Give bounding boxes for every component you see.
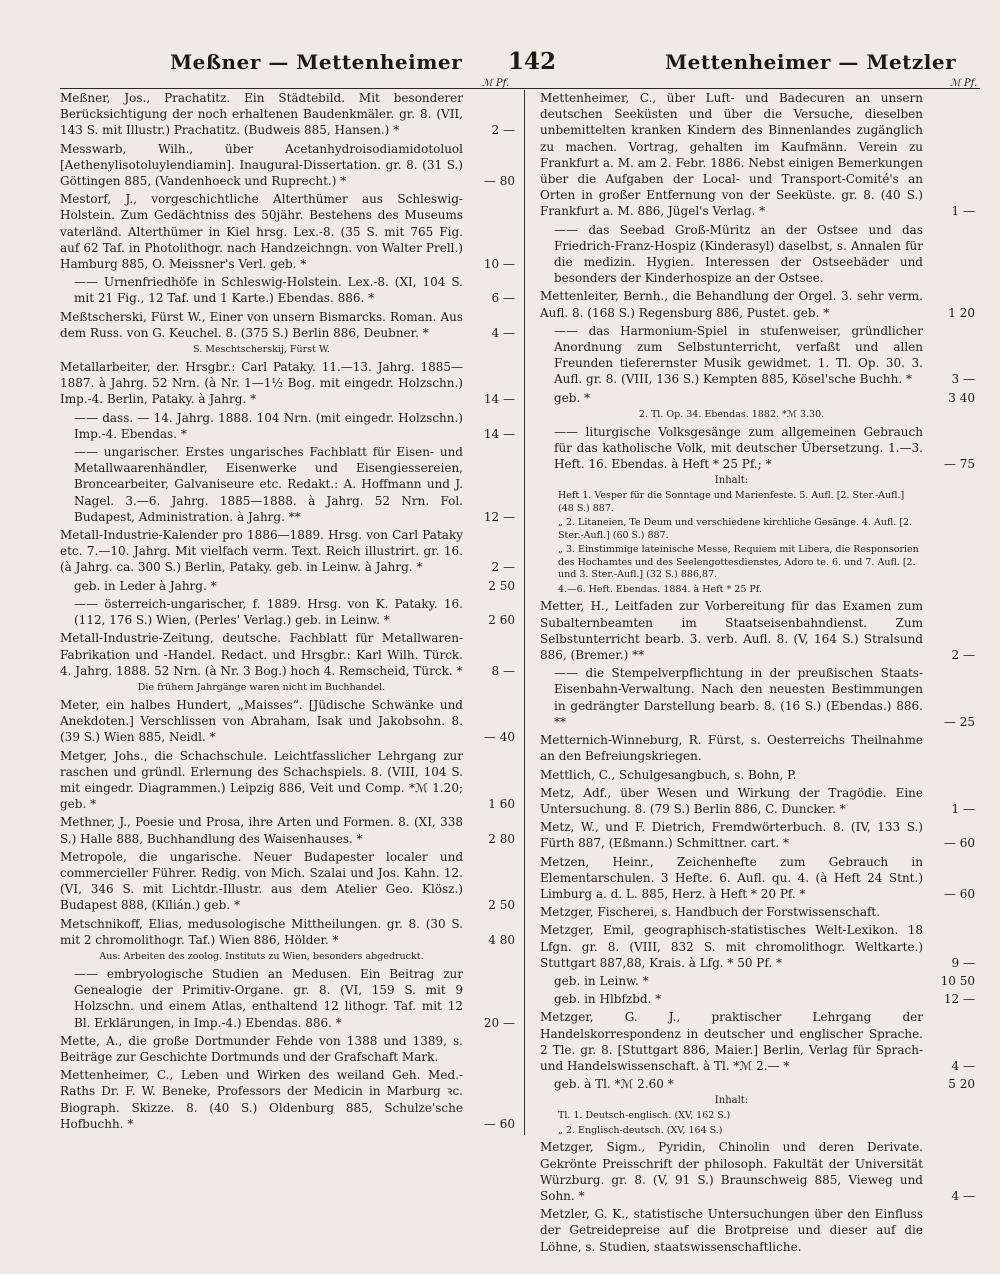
header-right-title: Mettenheimer — Metzler — [665, 50, 957, 74]
catalog-entry — [60, 849, 515, 914]
entry-text: —— österreich-ungarischer, f. 1889. Hrsg. von K. Pataky. 16. (112, 176 S.) Wien, (Perles' Verlag.) geb. in Leinw. * — [74, 596, 463, 628]
entry-price: 9 — — [951, 955, 975, 970]
entry-text: Meßner, Jos., Prachatitz. Ein Städtebild. Mit besonderer Berücksichtigung der noch erhaltenen Baudenkmäler. gr. 8. (VII, 143 S. mit Illustr.) Prachatitz. (Budweis 885, Hansen.) * — [60, 91, 463, 138]
entry-price: 14 — — [483, 392, 515, 407]
catalog-entry — [540, 922, 975, 971]
entry-price: 3 40 — [948, 390, 975, 405]
entry-price: — 80 — [483, 174, 515, 189]
entry-text: Metzger, G. J., praktischer Lehrgang der Handelskorrespondenz in deutscher und englischer Sprache. 2 Tle. gr. 8. [Stuttgart 886, Maier.] Berlin, Verlag für Sprach- und Handelswissenschaft. à Tl. *ℳ 2.— * — [540, 1010, 923, 1073]
catalog-entry — [60, 359, 515, 408]
contents-line: „ 2. Litaneien, Te Deum und verschiedene kirchliche Gesänge. 4. Aufl. [2. Ster.-Aufl.] (60 S.) 887. — [558, 517, 913, 541]
entry-text: geb. * — [554, 390, 591, 405]
entry-text: geb. in Leinw. * — [554, 973, 649, 988]
entry-text: Metallarbeiter, der. Hrsgbr.: Carl Pataky. 11.—13. Jahrg. 1885—1887. à Jahrg. 52 Nrn. (à Nr. 1—1½ Bog. mit eingedr. Holzschn.) Imp.-4. Berlin, Pataky. à Jahrg. * — [60, 360, 463, 407]
entry-price: 1 20 — [948, 305, 975, 320]
entry-price: 1 60 — [488, 797, 515, 812]
entry-price: 8 — — [491, 663, 515, 678]
price-column-label-right: ℳ Pf. — [950, 78, 978, 89]
entry-price: 1 — — [951, 204, 975, 219]
entry-note: Aus: Arbeiten des zoolog. Instituts zu Wien, besonders abgedruckt. — [99, 950, 424, 962]
column-divider — [524, 90, 525, 1135]
catalog-entry — [540, 732, 975, 764]
catalog-entry — [540, 1009, 975, 1074]
entry-text: —— embryologische Studien an Medusen. Ein Beitrag zur Genealogie der Primitiv-Organe. gr. 8. (VI, 159 S. mit 9 Holzschn. und einem Atlas, enthaltend 12 lithogr. Taf. mit 12 Bl. Erklärungen, in Imp.-4.) Ebendas. 886. * — [74, 966, 463, 1030]
catalog-entry — [60, 527, 515, 576]
header-left-title: Meßner — Mettenheimer — [170, 50, 463, 74]
entry-price: — 40 — [483, 730, 515, 745]
catalog-entry — [540, 665, 975, 730]
entry-price: 3 — — [951, 372, 975, 387]
entry-text: Methner, J., Poesie und Prosa, ihre Arten und Formen. 8. (XI, 338 S.) Halle 888, Buchhandlung des Waisenhauses. * — [60, 815, 463, 846]
entry-price: 4 — — [951, 1188, 975, 1203]
catalog-entry — [60, 191, 515, 272]
contents-line: „ 3. Einstimmige lateinische Messe, Requiem mit Libera, die Responsorien des Hochamtes und des Seelengottesdienstes, Adoro te. 6. und 7. Aufl. [2. und 3. Ster.-Aufl.] (32 S.) 886,87. — [558, 544, 919, 581]
entry-text: Messwarb, Wilh., über Acetanhydroisodiamidotoluol [Aethenylisotoluylendiamin]. Inaugural-Dissertation. gr. 8. (31 S.) Göttingen 885, (Vandenhoeck und Ruprecht.) * — [60, 141, 463, 189]
entry-text: —— das Harmonium-Spiel in stufenweiser, gründlicher Anordnung zum Selbstunterricht, verfaßt und allen Freunden tieferernster Musik gewidmet. 1. Tl. Op. 30. 3. Aufl. gr. 8. (VIII, 136 S.) Kempten 885, Kösel'sche Buchh. * — [554, 323, 923, 387]
entry-text: Mestorf, J., vorgeschichtliche Alterthümer aus Schleswig-Holstein. Zum Gedächtniss des 50jähr. Bestehens des Museums vaterländ. Alterthümer in Kiel hrsg. Lex.-8. (35 S. mit 765 Fig. auf 62 Taf. in Photolithogr. nach Handzeichngn. von Walter Prell.) Hamburg 885, O. Meissner's Verl. geb. * — [60, 192, 463, 272]
catalog-entry — [60, 814, 515, 846]
entry-price: 1 — — [951, 801, 975, 816]
entry-price: — 60 — [943, 886, 975, 901]
catalog-entry — [60, 274, 515, 306]
contents-line: Tl. 1. Deutsch-englisch. (XV, 162 S.) — [558, 1110, 731, 1122]
catalog-entry — [60, 1033, 515, 1065]
entry-price: 2 60 — [488, 613, 515, 628]
catalog-entry — [60, 578, 515, 594]
catalog-entry — [60, 141, 515, 190]
entry-price: 10 50 — [940, 973, 975, 988]
entry-price: — 60 — [483, 1116, 515, 1131]
catalog-entry — [60, 309, 515, 341]
catalog-entry — [540, 1206, 975, 1255]
catalog-entry — [60, 1067, 515, 1132]
entry-text: —— ungarischer. Erstes ungarisches Fachblatt für Eisen- und Metallwaarenhändler, Eisenwerke und Eisengiessereien, Broncearbeiter, Galvaniseure etc. Redakt.: A. Hoffmann und J. Nagel. 3.—6. Jahrg. 1885—1888. à Jahrg. 52 Nrn. Fol. Budapest, Administration. à Jahrg. ** — [74, 445, 463, 524]
entry-text: Metzger, Sigm., Pyridin, Chinolin und deren Derivate. Gekrönte Preisschrift der philosoph. Fakultät der Universität Würzburg. gr. 8. (V, 91 S.) Braunschweig 885, Vieweg und Sohn. * — [540, 1140, 923, 1203]
catalog-entry — [540, 1139, 975, 1204]
contents-heading: Inhalt: — [714, 475, 749, 487]
catalog-entry — [540, 323, 975, 388]
catalog-entry — [60, 697, 515, 746]
catalog-entry — [60, 596, 515, 628]
entry-note: 2. Tl. Op. 34. Ebendas. 1882. *ℳ 3.30. — [638, 408, 825, 420]
catalog-entry — [540, 973, 975, 989]
entry-text: Metternich-Winneburg, R. Fürst, s. Oesterreichs Theilnahme an den Befreiungskriegen. — [540, 733, 923, 764]
catalog-entry — [540, 222, 975, 287]
entry-text: Mettenleiter, Bernh., die Behandlung der Orgel. 3. sehr verm. Aufl. 8. (168 S.) Regensburg 886, Pustet. geb. * — [540, 289, 923, 320]
catalog-entry — [60, 916, 515, 948]
entry-text: Metall-Industrie-Kalender pro 1886—1889. Hrsg. von Carl Pataky etc. 7.—10. Jahrg. Mit vielfach verm. Text. Reich illustrirt. gr. 16. (à Jahrg. ca. 300 S.) Berlin, Pataky. geb. in Leinw. à Jahrg. * — [60, 528, 463, 575]
entry-text: Metropole, die ungarische. Neuer Budapester localer und commercieller Führer. Redig. von Mich. Szalai und Jos. Kahn. 12. (VI, 346 S. mit Lichtdr.-Illustr. aus dem Atelier Geo. Klösz.) Budapest 888, (Kilián.) geb. * — [60, 849, 463, 913]
entry-price: — 75 — [943, 457, 975, 472]
catalog-entry — [540, 785, 975, 817]
entry-text: geb. à Tl. *ℳ 2.60 * — [554, 1077, 674, 1092]
entry-text: Metzger, Emil, geographisch-statistisches Welt-Lexikon. 18 Lfgn. gr. 8. (VIII, 832 S. mit chromolithogr. Weltkarte.) Stuttgart 887,88, Krais. à Lfg. * 50 Pf. * — [540, 923, 923, 970]
catalog-entry — [540, 1076, 975, 1092]
entry-text: Metz, Adf., über Wesen und Wirkung der Tragödie. Eine Untersuchung. 8. (79 S.) Berlin 886, C. Duncker. * — [540, 785, 923, 816]
entry-price: 10 — — [483, 257, 515, 272]
entry-price: 2 50 — [488, 898, 515, 913]
contents-line: „ 2. Englisch-deutsch. (XV, 164 S.) — [558, 1124, 723, 1136]
entry-price: 2 — — [951, 648, 975, 663]
entry-price: 4 — — [491, 325, 515, 340]
entry-text: geb. in Leder à Jahrg. * — [74, 578, 217, 593]
entry-text: Metzen, Heinr., Zeichenhefte zum Gebrauch in Elementarschulen. 3 Hefte. 6. Aufl. qu. 4. (à Heft 24 Stnt.) Limburg a. d. L. 885, Herz. à Heft * 20 Pf. * — [540, 854, 923, 901]
catalog-entry — [540, 598, 975, 663]
catalog-entry — [540, 991, 975, 1007]
entry-price: 6 — — [491, 291, 515, 306]
catalog-entry — [540, 390, 975, 406]
contents-line: 4.—6. Heft. Ebendas. 1884. à Heft * 25 Pf. — [558, 583, 762, 595]
entry-text: Metter, H., Leitfaden zur Vorbereitung für das Examen zum Subalternbeamten im Staatseisenbahndienst. Zum Selbstunterricht bearb. 3. verb. Aufl. 8. (V, 164 S.) Stralsund 886, (Bremer.) ** — [540, 599, 923, 663]
entry-text: Mettlich, C., Schulgesangbuch, s. Bohn, P. — [540, 767, 797, 782]
entry-text: —— dass. — 14. Jahrg. 1888. 104 Nrn. (mit eingedr. Holzschn.) Imp.-4. Ebendas. * — [74, 410, 463, 441]
page-header — [60, 48, 980, 89]
entry-price: 4 — — [951, 1058, 975, 1073]
catalog-entry — [540, 767, 975, 783]
entry-text: Meßtscherski, Fürst W., Einer von unsern Bismarcks. Roman. Aus dem Russ. von G. Keuchel. 8. (375 S.) Berlin 886, Deubner. * — [60, 309, 463, 340]
catalog-entry — [540, 819, 975, 851]
catalog-entry — [60, 410, 515, 442]
entry-price: 2 80 — [488, 831, 515, 846]
entry-note: Die frühern Jahrgänge waren nicht im Buchhandel. — [137, 681, 386, 693]
page-number: 142 — [508, 48, 557, 75]
entry-price: 12 — — [943, 992, 975, 1007]
entry-text: Metall-Industrie-Zeitung, deutsche. Fachblatt für Metallwaren-Fabrikation und -Handel. Redact. und Hrsgbr.: Karl Wilh. Türck. 4. Jahrg. 1888. 52 Nrn. (à Nr. 3 Bog.) hoch 4. Remscheid, Türck. * — [60, 631, 463, 678]
entry-text: —— Urnenfriedhöfe in Schleswig-Holstein. Lex.-8. (XI, 104 S. mit 21 Fig., 12 Taf. und 1 Karte.) Ebendas. 886. * — [74, 275, 463, 306]
catalog-entry — [60, 748, 515, 813]
catalog-entry — [60, 630, 515, 679]
entry-price: 4 80 — [488, 932, 515, 947]
entry-text: —— die Stempelverpflichtung in der preußischen Staats-Eisenbahn-Verwaltung. Nach den neuesten Bestimmungen in gedrängter Darstellung bearb. 8. (16 S.) (Ebendas.) 886. ** — [554, 666, 923, 729]
entry-text: Mette, A., die große Dortmunder Fehde von 1388 und 1389, s. Beiträge zur Geschichte Dortmunds und der Grafschaft Mark. — [60, 1033, 463, 1064]
entry-text: Metschnikoff, Elias, medusologische Mittheilungen. gr. 8. (30 S. mit 2 chromolithogr. Taf.) Wien 886, Hölder. * — [60, 916, 463, 947]
entry-text: Meter, ein halbes Hundert, „Maisses“. [Jüdische Schwänke und Anekdoten.] Verschlissen von Abraham, Isak und Jakobsohn. 8. (39 S.) Wien 885, Neidl. * — [60, 697, 463, 745]
contents-line: Heft 1. Vesper für die Sonntage und Marienfeste. 5. Aufl. [2. Ster.-Aufl.] (48 S.) 887. — [558, 490, 905, 514]
price-column-label-left: ℳ Pf. — [482, 78, 510, 89]
entry-price: 14 — — [483, 426, 515, 441]
catalog-entry — [60, 966, 515, 1031]
entry-text: Metz, W., und F. Dietrich, Fremdwörterbuch. 8. (IV, 133 S.) Fürth 887, (Eßmann.) Schmittner. cart. * — [540, 820, 923, 851]
catalog-entry — [540, 90, 975, 220]
entry-text: —— das Seebad Groß-Müritz an der Ostsee und das Friedrich-Franz-Hospiz (Kinderasyl) daselbst, s. Annalen für die medizin. Hygien. Interessen der Ostseebäder und besonders der Kinderhospize an der Ostsee. — [554, 222, 923, 286]
left-column — [60, 90, 515, 1134]
entry-price: 2 — — [491, 123, 515, 138]
entry-note: S. Meschtscherskij, Fürst W. — [193, 344, 330, 356]
entry-text: Metzger, Fischerei, s. Handbuch der Forstwissenschaft. — [540, 905, 881, 920]
entry-price: 2 50 — [488, 578, 515, 593]
catalog-entry — [540, 904, 975, 920]
entry-price: 5 20 — [948, 1077, 975, 1092]
entry-text: Metzler, G. K., statistische Untersuchungen über den Einfluss der Getreidepreise auf die Brotpreise und dieser auf die Löhne, s. Studien, staatswissenschaftliche. — [540, 1207, 923, 1254]
contents-heading: Inhalt: — [714, 1095, 749, 1107]
entry-text: Mettenheimer, C., Leben und Wirken des weiland Geh. Med.-Raths Dr. F. W. Beneke, Professors der Medicin in Marburg ꝛc. Biograph. Skizze. 8. (40 S.) Oldenburg 885, Schulze'sche Hofbuchh. * — [60, 1068, 463, 1131]
catalog-entry — [540, 854, 975, 903]
entry-text: geb. in Hlbfzbd. * — [554, 992, 662, 1007]
entry-text: —— liturgische Volksgesänge zum allgemeinen Gebrauch für das katholische Volk, mit deutscher Übersetzung. 1.—3. Heft. 16. Ebendas. à Heft * 25 Pf.; * — [554, 424, 923, 472]
entry-price: 12 — — [483, 509, 515, 524]
entry-text: Mettenheimer, C., über Luft- und Badecuren an unsern deutschen Seeküsten und über die Versuche, dieselben unbemittelten kranken Kindern des Binnenlandes zugänglich zu machen. Vortrag, gehalten im Kaufmänn. Verein zu Frankfurt a. M. am 2. Febr. 1886. Nebst einigen Bemerkungen über die Aufgaben der Local- und Transport-Comité's an Orten in großer Entfernung von der Seeküste. gr. 8. (40 S.) Frankfurt a. M. 886, Jügel's Verlag. * — [540, 91, 923, 219]
catalog-entry — [60, 444, 515, 525]
catalog-entry — [540, 424, 975, 473]
entry-text: Metger, Johs., die Schachschule. Leichtfasslicher Lehrgang zur raschen und gründl. Erlernung des Schachspiels. 8. (VIII, 104 S. mit eingedr. Diagrammen.) Leipzig 886, Veit und Comp. *ℳ 1.20; geb. * — [60, 748, 463, 812]
entry-price: — 25 — [943, 714, 975, 729]
right-column — [540, 90, 975, 1257]
entry-price: — 60 — [943, 836, 975, 851]
entry-price: 2 — — [491, 560, 515, 575]
catalog-entry — [540, 288, 975, 320]
entry-price: 20 — — [483, 1015, 515, 1030]
catalog-entry — [60, 90, 515, 139]
